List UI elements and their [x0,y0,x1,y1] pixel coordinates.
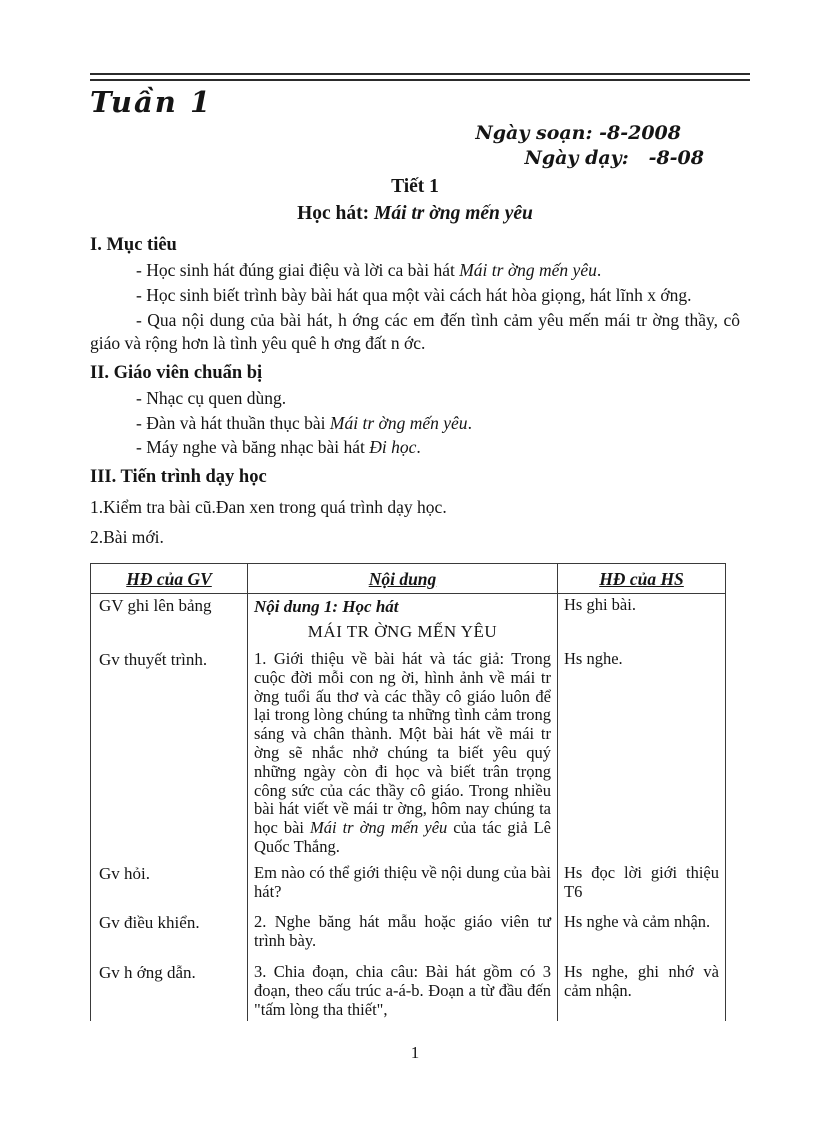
week-title: Tuần 1 [90,85,213,119]
section-heading-tien-trinh: III. Tiến trình dạy học [90,467,267,487]
table-row [91,594,726,649]
content-cell [248,648,558,862]
chuan-bi-bullet-3 [90,436,740,459]
dates-block [90,121,744,171]
table-row [91,961,726,1021]
column-header-gv [91,564,248,594]
gv-cell: Gv h ớng dẫn. [91,961,248,1021]
muc-tieu-bullet-3: - Qua nội dung của bài hát, h ớng các em đến tình cảm yêu mến mái tr ờng thầy, cô giáo và rộng hơn là tình yêu quê h ơng đất n ớc. [90,310,740,353]
song-title-uppercase: MÁI TR ỜNG MẾN YÊU [307,622,498,641]
muc-tieu-bullet-1-period: . [596,260,602,280]
lesson-activity-table [90,563,726,1021]
muc-tieu-bullet-1-text: - Học sinh hát đúng giai điệu và lời ca bài hát [136,260,460,280]
muc-tieu-bullet-2: - Học sinh biết trình bày bài hát qua một vài cách hát hòa giọng, hát lĩnh x ớng. [136,285,692,305]
content-paragraph-tail: của tác giả Lê Quốc Thắng. [254,818,551,856]
chuan-bi-bullet-2 [90,412,740,435]
column-header-hs-label: HĐ của HS [599,569,684,589]
muc-tieu-bullet-1-song-name: Mái tr ờng mến yêu [459,260,597,280]
column-header-hs [558,564,726,594]
lesson-title-prefix: Học hát: [297,203,374,224]
chuan-bi-bullet-3-period: . [416,437,421,457]
column-header-gv-label: HĐ của GV [126,569,212,589]
chuan-bi-bullet-2-song-name: Mái tr ờng mến yêu [329,413,468,433]
chuan-bi-bullet-2-text: - Đàn và hát thuần thục bài [136,413,330,433]
hs-cell: Hs ghi bài. [558,594,726,649]
content-cell [248,594,558,649]
hs-cell: Hs nghe. [558,648,726,862]
gv-cell: Gv hỏi. [91,862,248,912]
column-header-noi-dung [248,564,558,594]
hs-cell: Hs nghe và cảm nhận. [558,911,726,961]
content-paragraph-text: 1. Giới thiệu về bài hát và tác giả: Trong cuộc đời mỗi con ng ời, hình ảnh về mái tr ờng tuổi ấu thơ và các thầy cô giáo luôn để lại trong lòng chúng ta những tình cảm trong sáng và chân thành. Một bài hát về mái tr ờng sẽ nhắc nhở chúng ta biết yêu quý những ngày còn đi học và biết trân trọng công sức của các thầy cô giáo. Trong nhiều bài hát viết về mái tr ờng, hôm nay chúng ta học bài [254,649,551,838]
tien-trinh-line-2: 2.Bài mới. [90,527,164,547]
content-cell: 3. Chia đoạn, chia câu: Bài hát gồm có 3 đoạn, theo cấu trúc a-á-b. Đoạn a từ đầu đến "tấm lòng tha thiết", [248,961,558,1021]
section-heading-muc-tieu: I. Mục tiêu [90,235,177,255]
lesson-title-song-name: Mái tr ờng mến yêu [374,203,533,224]
hs-cell: Hs đọc lời giới thiệu T6 [558,862,726,912]
chuan-bi-bullet-3-text: - Máy nghe và băng nhạc bài hát [136,437,370,457]
tien-trinh-line-1: 1.Kiểm tra bài cũ.Đan xen trong quá trình dạy học. [90,497,447,517]
hs-cell: Hs nghe, ghi nhớ và cảm nhận. [558,961,726,1021]
section-heading-chuan-bi: II. Giáo viên chuẩn bị [90,363,263,383]
content-cell: Em nào có thể giới thiệu về nội dung của bài hát? [248,862,558,912]
lesson-number: Tiết 1 [391,176,439,197]
muc-tieu-bullet-1 [90,259,740,282]
gv-cell: Gv điều khiển. [91,911,248,961]
content-heading: Nội dung 1: Học hát [254,597,399,616]
chuan-bi-bullet-1: - Nhạc cụ quen dùng. [136,388,287,408]
page-number: 1 [410,1043,420,1063]
gv-cell: GV ghi lên bảng [91,594,248,649]
date-taught: Ngày dạy: -8-08 [524,147,704,169]
chuan-bi-bullet-3-song-name: Đi học [369,437,417,457]
date-prepared: Ngày soạn: -8-2008 [475,122,681,144]
table-row [91,911,726,961]
chuan-bi-bullet-2-period: . [467,413,472,433]
header-rule [90,73,750,81]
gv-cell: Gv thuyết trình. [91,648,248,862]
content-cell: 2. Nghe băng hát mẫu hoặc giáo viên tư trình bày. [248,911,558,961]
table-row [91,862,726,912]
content-paragraph-song-name: Mái tr ờng mến yêu [310,818,448,838]
lesson-title [90,200,740,227]
table-row [91,648,726,862]
column-header-noi-dung-label: Nội dung [368,569,437,589]
table-header-row [91,564,726,594]
